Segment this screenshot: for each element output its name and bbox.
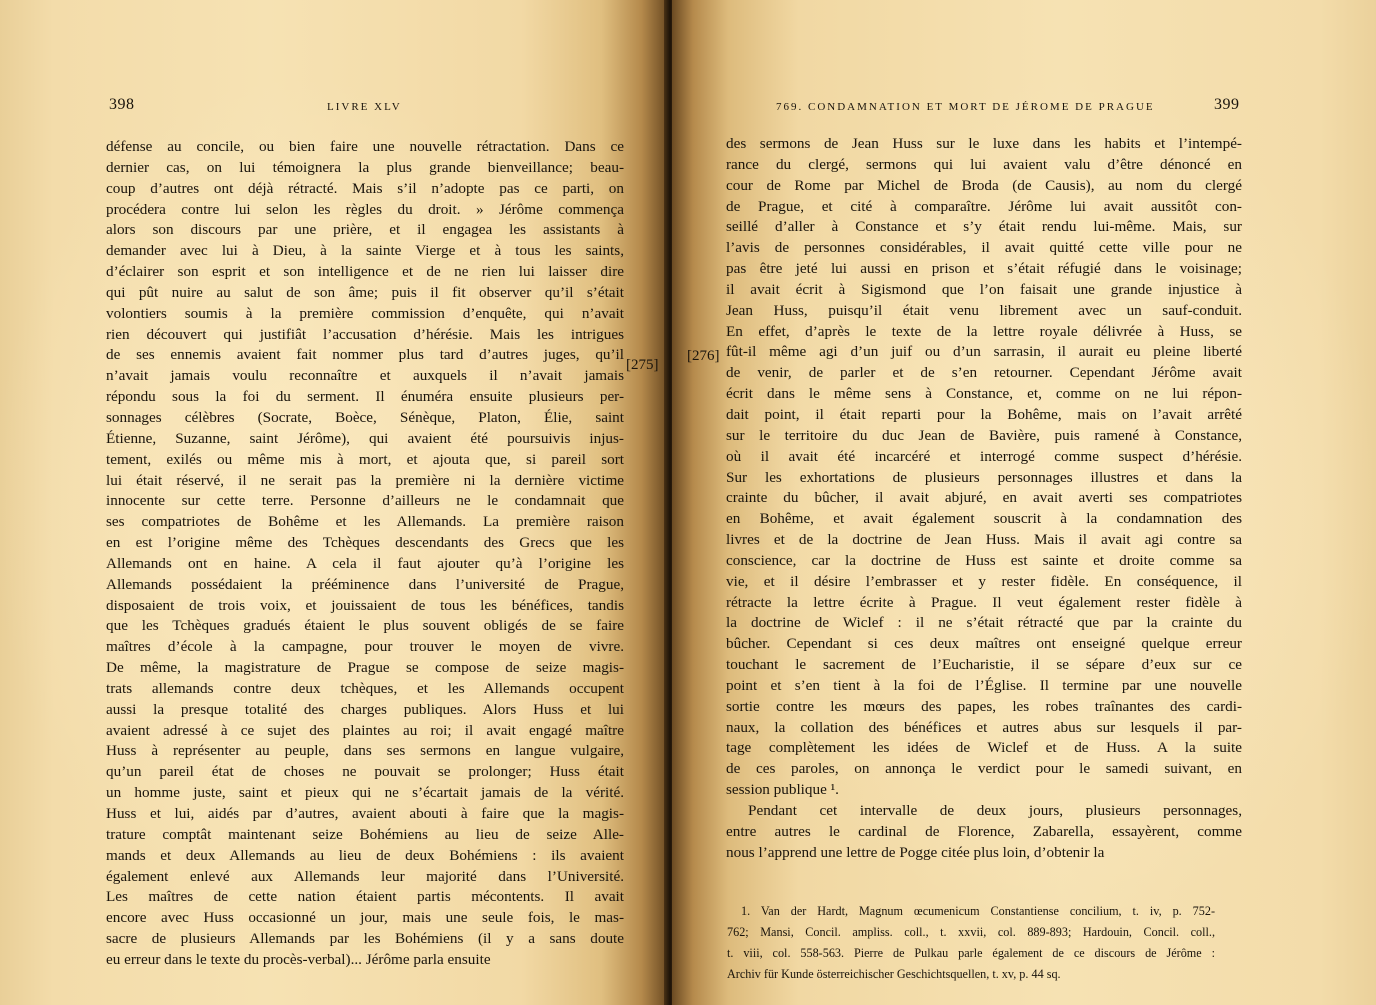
text-line: sonnages célèbres (Socrate, Boèce, Sénèque, Platon, Élie, saint bbox=[106, 408, 624, 426]
text-line: conscience, car la doctrine de Huss est sainte et droite comme sa bbox=[726, 551, 1242, 569]
text-line: demander avec lui à Dieu, à la sainte Vierge et à tous les saints, bbox=[106, 242, 624, 260]
text-line: lui était réservé, il ne serait pas la première ni la dernière victime bbox=[106, 471, 624, 489]
footnote-line: 1. Van der Hardt, Magnum œcumenicum Constantiense concilium, t. iv, p. 752- bbox=[741, 904, 1215, 918]
text-line: entre autres le cardinal de Florence, Zabarella, essayèrent, comme bbox=[726, 822, 1242, 840]
text-line: de ces paroles, on annonça le verdict pour le samedi suivant, en bbox=[726, 760, 1242, 778]
text-line: de ses ennemis avaient fait nommer plus tard d’autres juges, qu’il bbox=[106, 346, 624, 364]
text-line: Allemands ont en haine. A cela il faut ajouter qu’à l’origine les bbox=[106, 554, 624, 572]
text-line: dait point, il était reparti pour la Bohême, mais on l’avait arrêté bbox=[726, 405, 1242, 423]
running-head: 769. CONDAMNATION ET MORT DE JÉROME DE PRAGUE bbox=[776, 101, 1155, 113]
margin-page-reference: [275] bbox=[626, 357, 659, 373]
text-line: la doctrine de Wiclef : il ne s’était rétracté que par la crainte du bbox=[726, 614, 1242, 632]
text-line: également enlevé aux Allemands leur majorité dans l’Université. bbox=[106, 867, 624, 885]
text-line: alors son discours par une prière, et il engagea les assistants à bbox=[106, 221, 624, 239]
text-line: rien découvert qui justifiât l’accusation d’hérésie. Mais les intrigues bbox=[106, 325, 624, 343]
text-line: naux, la collation des bénéfices et autres abus sur lesquels il par- bbox=[726, 718, 1242, 736]
text-line: livres et de la doctrine de Jean Huss. Mais il avait agi contre sa bbox=[726, 531, 1242, 549]
text-line: En effet, d’après le texte de la lettre royale délivrée à Huss, se bbox=[726, 322, 1242, 340]
text-line: tage complètement les idées de Wiclef et de Huss. A la suite bbox=[726, 739, 1242, 757]
text-line: ses compatriotes de Bohême et les Allemands. La première raison bbox=[106, 513, 624, 531]
left-body-text bbox=[106, 137, 624, 971]
margin-page-reference: [276] bbox=[687, 348, 720, 364]
text-line: eu erreur dans le texte du procès-verbal)... Jérôme parla ensuite bbox=[106, 950, 491, 968]
text-line: qu’un pareil état de choses ne pouvait se prolonger; Huss était bbox=[106, 763, 624, 781]
right-body-text bbox=[726, 134, 1242, 864]
text-line: session publique ¹. bbox=[726, 781, 839, 799]
text-line: Allemands possédaient la prééminence dans l’université de Prague, bbox=[106, 575, 624, 593]
running-head: LIVRE XLV bbox=[327, 101, 402, 113]
text-line: qui pût nuire au salut de son âme; puis il fit observer qu’il s’était bbox=[106, 283, 624, 301]
text-line: encore avec Huss occasionné un jour, mais une seule fois, le mas- bbox=[106, 909, 624, 927]
text-line: seillé d’aller à Constance et s’y était rendu lui-même. Mais, sur bbox=[726, 218, 1242, 236]
text-line: vie, et il désire l’embrasser et y rester fidèle. En conséquence, il bbox=[726, 572, 1242, 590]
text-line: innocente sur cette terre. Personne d’ailleurs ne le condamnait que bbox=[106, 492, 624, 510]
text-line: pas être jeté lui aussi en prison et s’était réfugié dans le voisinage; bbox=[726, 260, 1242, 278]
text-line: tement, exilés ou même mis à mort, et ajouta que, si pareil sort bbox=[106, 450, 624, 468]
left-page bbox=[0, 0, 668, 1005]
text-line: cour de Rome par Michel de Broda (de Causis), au nom du clergé bbox=[726, 176, 1242, 194]
text-line: fût-il même agi d’un juif ou d’un sarrasin, il aurait eu pleine liberté bbox=[726, 343, 1242, 361]
text-line: Jean Huss, puisqu’il était venu librement avec un sauf-conduit. bbox=[726, 301, 1242, 319]
text-line: sortie contre les mœurs des papes, les robes traînantes des cardi- bbox=[726, 697, 1242, 715]
text-line: coup d’autres ont déjà rétracté. Mais s’il n’adopte pas ce parti, on bbox=[106, 179, 624, 197]
text-line: crainte du bûcher, il avait abjuré, en avait averti ses compatriotes bbox=[726, 489, 1242, 507]
page-number: 398 bbox=[109, 96, 135, 113]
text-line: de venir, de parler et de s’en retourner. Cependant Jérôme avait bbox=[726, 364, 1242, 382]
text-line: maîtres d’école à la campagne, pour trouver le moyen de vivre. bbox=[106, 638, 624, 656]
text-line: disposaient de trois voix, et jouissaient de tous les bénéfices, tandis bbox=[106, 596, 624, 614]
text-line: point et s’en tient à la foi de l’Église. Il termine par une nouvelle bbox=[726, 676, 1242, 694]
text-line: sacre de plusieurs Allemands par les Bohémiens (il y a sans doute bbox=[106, 930, 624, 948]
text-line: rance du clergé, sermons qui lui avaient valu d’être dénoncé en bbox=[726, 155, 1242, 173]
text-line: nous l’apprend une lettre de Pogge citée plus loin, d’obtenir la bbox=[726, 843, 1105, 861]
text-line: Sur les exhortations de plusieurs personnages illustres et dans la bbox=[726, 468, 1242, 486]
text-line: Huss à représenter au peuple, dans ses sermons en langue vulgaire, bbox=[106, 742, 624, 760]
text-line: défense au concile, ou bien faire une nouvelle rétractation. Dans ce bbox=[106, 138, 624, 155]
text-line: trats allemands contre deux tchèques, et les Allemands occupent bbox=[106, 679, 624, 697]
text-line: de Prague, et cité à comparaître. Jérôme lui avait aussitôt con- bbox=[726, 197, 1242, 215]
footnote bbox=[727, 901, 1215, 985]
text-line: il avait écrit à Sigismond que l’on faisait une grande injustice à bbox=[726, 280, 1242, 298]
text-line: aussi la presque totalité des charges publiques. Alors Huss et lui bbox=[106, 700, 624, 718]
text-line: avaient adressé à ce sujet des plaintes au roi; il avait engagé maître bbox=[106, 721, 624, 739]
footnote-line: t. viii, col. 558-563. Pierre de Pulkau parle également de ce discours de Jérôme : bbox=[727, 946, 1215, 960]
text-line: répondu sous la foi du serment. Il énuméra ensuite plusieurs per- bbox=[106, 388, 624, 406]
text-line: procédera contre lui selon les règles du droit. » Jérôme commença bbox=[106, 200, 624, 218]
text-line: où il avait été incarcéré et interrogé comme suspect d’hérésie. bbox=[726, 447, 1242, 465]
text-line: bûcher. Cependant si ces deux maîtres ont enseigné quelque erreur bbox=[726, 635, 1242, 653]
text-line: Pendant cet intervalle de deux jours, plusieurs personnages, bbox=[748, 802, 1242, 819]
text-line: volontiers soumis à la première commission d’enquête, qui n’avait bbox=[106, 304, 624, 322]
text-line: Huss et lui, aidés par d’autres, avaient abouti à faire que la magis- bbox=[106, 805, 624, 822]
text-line: en est l’origine même des Tchèques descendants des Grecs que les bbox=[106, 534, 624, 552]
text-line: écrit dans le même sens à Constance, et, comme on ne lui répon- bbox=[726, 385, 1242, 403]
text-line: touchant le sacrement de l’Eucharistie, il se sépare d’eux sur ce bbox=[726, 656, 1242, 674]
page-number: 399 bbox=[1214, 96, 1240, 113]
text-line: trature comptât maintenant seize Bohémiens au lieu de seize Alle- bbox=[106, 825, 624, 843]
footnote-line: 762; Mansi, Concil. ampliss. coll., t. xxvii, col. 889-893; Hardouin, Concil. coll., bbox=[727, 925, 1215, 939]
text-line: Les maîtres de cette nation étaient partis mécontents. Il avait bbox=[106, 888, 624, 906]
text-line: rétracte la lettre écrite à Prague. Il veut également rester fidèle à bbox=[726, 593, 1242, 611]
text-line: dernier cas, on lui témoignera la plus grande bienveillance; beau- bbox=[106, 158, 624, 176]
right-page bbox=[672, 0, 1376, 1005]
text-line: sur le territoire du duc Jean de Bavière, puis ramené à Constance, bbox=[726, 426, 1242, 444]
text-line: un homme juste, saint et pieux qui ne s’écartait jamais de la vérité. bbox=[106, 784, 624, 802]
text-line: en Bohême, et avait également souscrit à la condamnation des bbox=[726, 510, 1242, 528]
footnote-line: Archiv für Kunde österreichischer Geschichtsquellen, t. xv, p. 44 sq. bbox=[727, 967, 1061, 981]
text-line: De même, la magistrature de Prague se compose de seize magis- bbox=[106, 659, 624, 677]
text-line: que les Tchèques gradués étaient le plus souvent obligés de se faire bbox=[106, 617, 624, 635]
text-line: l’avis de personnes considérables, il avait quitté cette ville pour ne bbox=[726, 239, 1242, 257]
text-line: d’éclairer son esprit et son intelligence et de ne rien lui laisser dire bbox=[106, 263, 624, 281]
text-line: des sermons de Jean Huss sur le luxe dans les habits et l’intempé- bbox=[726, 135, 1242, 152]
text-line: Étienne, Suzanne, saint Jérôme), qui avaient été poursuivis injus- bbox=[106, 429, 624, 447]
text-line: mands et deux Allemands au lieu de deux Bohémiens : ils avaient bbox=[106, 846, 624, 864]
text-line: n’avait jamais voulu reconnaître et auxquels il n’avait jamais bbox=[106, 367, 624, 385]
